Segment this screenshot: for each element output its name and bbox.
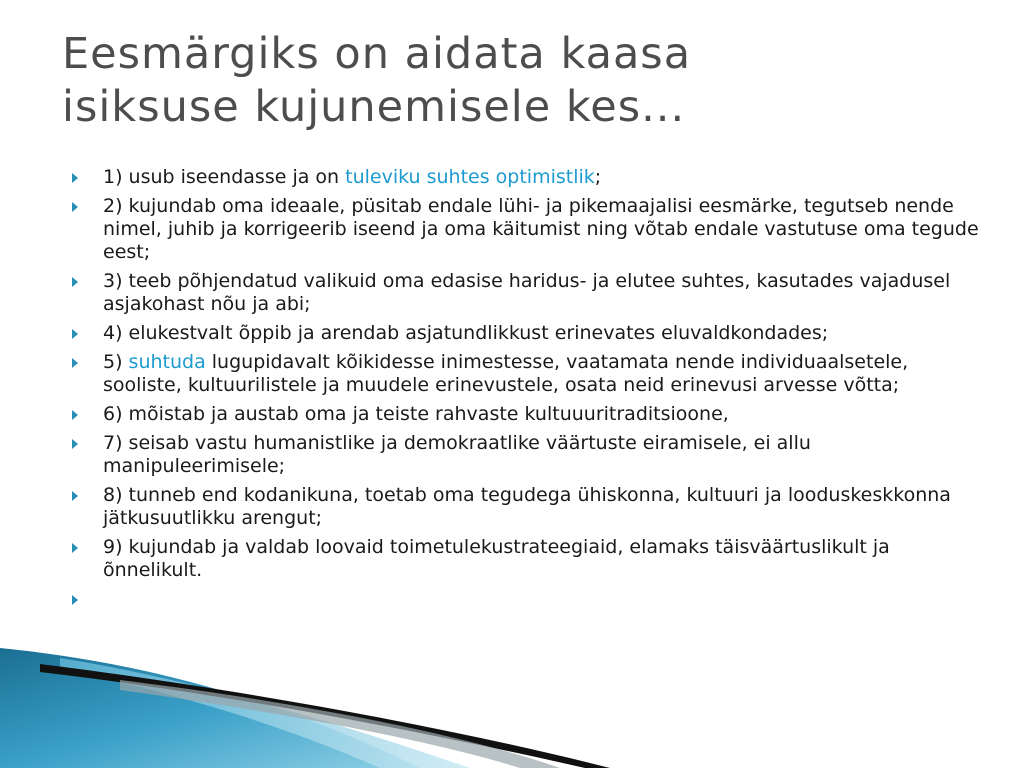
bullet-arrow-icon	[72, 358, 78, 368]
highlighted-text: suhtuda	[128, 351, 206, 373]
list-item: 5) suhtuda lugupidavalt kõikidesse inimestesse, vaatamata nende individuaalsetele, sooliste, kultuurilistele ja muudele erinevustele, osata neid erinevusi arvesse võtta;	[72, 351, 992, 397]
list-item-empty	[72, 588, 992, 611]
bullet-arrow-icon	[72, 410, 78, 420]
bullet-list	[72, 166, 992, 617]
list-item: 1) usub iseendasse ja on tuleviku suhtes optimistlik;	[72, 166, 992, 189]
slide-title	[62, 28, 962, 134]
bullet-arrow-icon	[72, 439, 78, 449]
bullet-arrow-icon	[72, 173, 78, 183]
list-item: 2) kujundab oma ideaale, püsitab endale lühi- ja pikemaajalisi eesmärke, tegutseb nende nimel, juhib ja korrigeerib iseend ja oma käitumist ning võtab endale vastutuse oma tegude eest;	[72, 195, 992, 264]
list-item: 8) tunneb end kodanikuna, toetab oma tegudega ühiskonna, kultuuri ja looduskeskkonna jätkusuutlikku arengut;	[72, 484, 992, 530]
bullet-arrow-icon	[72, 595, 78, 605]
bullet-arrow-icon	[72, 329, 78, 339]
list-item: 4) elukestvalt õppib ja arendab asjatundlikkust erinevates eluvaldkondades;	[72, 322, 992, 345]
list-item: 3) teeb põhjendatud valikuid oma edasise haridus- ja elutee suhtes, kasutades vajadusel asjakohast nõu ja abi;	[72, 270, 992, 316]
list-item: 6) mõistab ja austab oma ja teiste rahvaste kultuuuritraditsioone,	[72, 403, 992, 426]
list-item: 7) seisab vastu humanistlike ja demokraatlike väärtuste eiramisele, ei allu manipuleerimisele;	[72, 432, 992, 478]
title-line-1: Eesmärgiks on aidata kaasa	[62, 29, 692, 79]
bullet-arrow-icon	[72, 491, 78, 501]
bullet-arrow-icon	[72, 277, 78, 287]
bullet-arrow-icon	[72, 202, 78, 212]
bullet-arrow-icon	[72, 543, 78, 553]
highlighted-text: tuleviku suhtes optimistlik	[345, 166, 595, 188]
title-line-2: isiksuse kujunemisele kes...	[62, 82, 686, 132]
list-item: 9) kujundab ja valdab loovaid toimetulekustrateegiaid, elamaks täisväärtuslikult ja õnnelikult.	[72, 536, 992, 582]
